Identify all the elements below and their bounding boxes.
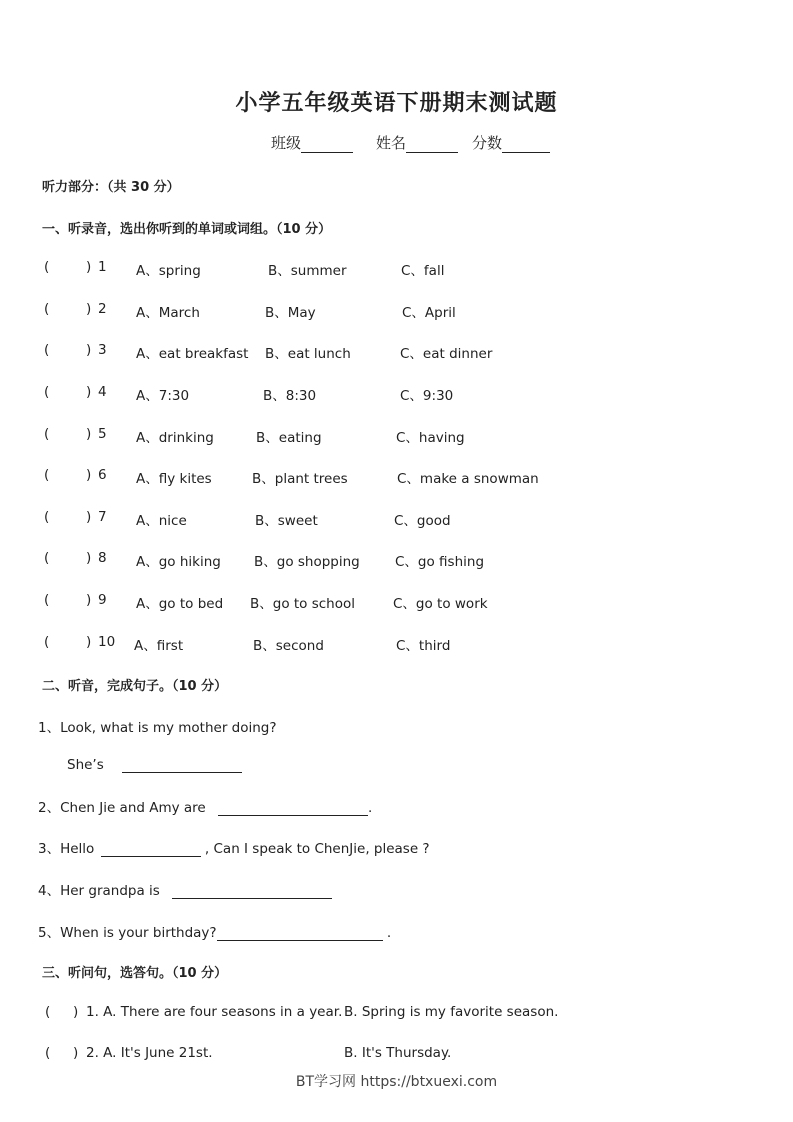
option-c: C、April [402,305,456,321]
answer-blank [217,926,383,941]
option-b: B、sweet [255,513,318,529]
list-item [0,550,793,568]
option-b: B、plant trees [252,471,348,487]
close-paren: ) [86,509,92,525]
close-paren: ) [73,1045,79,1061]
question-1-answer [67,757,242,773]
footer-watermark: BT学习网 https://btxuexi.com [295,1074,498,1090]
question-text: 5、When is your birthday? [38,925,217,941]
open-paren: ( [44,301,50,317]
list-item [0,259,793,277]
list-item [0,634,793,652]
option-a: A、fly kites [136,471,212,487]
list-item [0,384,793,402]
open-paren: ( [44,550,50,566]
item-number: 8 [98,550,107,566]
list-item [0,509,793,527]
option-c: C、fall [401,263,445,279]
option-a: A、spring [136,263,201,279]
class-blank [301,136,353,153]
item-number: 2 [98,301,107,317]
close-paren: ) [86,342,92,358]
option-b: B、eat lunch [265,346,351,362]
answer-blank [172,884,332,899]
class-label: 班级 [271,134,302,152]
question-end: , Can I speak to ChenJie, please ? [204,841,430,857]
option-c: C、third [396,638,451,654]
option-a: 2. A. It's June 21st. [86,1045,213,1061]
close-paren: ) [86,259,92,275]
option-b: B. It's Thursday. [344,1045,452,1061]
question-5 [38,921,391,941]
close-paren: ) [86,550,92,566]
open-paren: ( [44,426,50,442]
question-4 [38,879,332,899]
option-a: 1. A. There are four seasons in a year. [86,1004,343,1020]
item-number: 10 [98,634,116,650]
option-c: C、eat dinner [400,346,493,362]
close-paren: ) [73,1004,79,1020]
option-a: A、eat breakfast [136,346,249,362]
close-paren: ) [86,301,92,317]
item-number: 3 [98,342,107,358]
close-paren: ) [86,384,92,400]
option-a: A、nice [136,513,187,529]
question-end: . [386,925,392,941]
open-paren: ( [44,259,50,275]
open-paren: ( [44,467,50,483]
page-title: 小学五年级英语下册期末测试题 [235,91,558,116]
option-b: B、go shopping [254,554,360,570]
score-field [472,132,550,153]
open-paren: ( [44,342,50,358]
question-3 [38,837,430,857]
option-c: C、9:30 [400,388,454,404]
option-b: B. Spring is my favorite season. [344,1004,559,1020]
item-number: 5 [98,426,107,442]
option-a: A、7:30 [136,388,190,404]
question-text: 3、Hello [38,841,95,857]
section2-header: 二、听音，完成句子。（10 分） [42,679,228,694]
answer-blank [218,801,368,816]
open-paren: ( [45,1045,51,1061]
section1-header: 一、听录音，选出你听到的单词或词组。（10 分） [42,222,332,237]
list-item [0,1045,793,1063]
option-b: B、8:30 [263,388,317,404]
class-field [271,132,353,153]
option-b: B、second [253,638,324,654]
open-paren: ( [44,592,50,608]
list-item [0,467,793,485]
name-blank [406,136,458,153]
option-c: C、go to work [393,596,488,612]
name-field [376,132,458,153]
open-paren: ( [44,384,50,400]
option-b: B、eating [256,430,322,446]
option-c: C、having [396,430,465,446]
list-item [0,301,793,319]
option-a: A、go to bed [136,596,224,612]
question-text: 2、Chen Jie and Amy are [38,800,206,816]
option-a: A、March [136,305,200,321]
score-blank [502,136,550,153]
name-label: 姓名 [376,134,407,152]
item-number: 6 [98,467,107,483]
open-paren: ( [44,634,50,650]
listening-header: 听力部分：（共 30 分） [42,180,180,195]
close-paren: ) [86,634,92,650]
question-1: 1、Look, what is my mother doing? [38,720,277,736]
question-end: . [368,800,373,816]
open-paren: ( [44,509,50,525]
item-number: 1 [98,259,107,275]
answer-blank [101,842,201,857]
answer-prefix: She’s [67,757,104,773]
list-item [0,1004,793,1022]
option-c: C、make a snowman [397,471,539,487]
option-c: C、good [394,513,451,529]
item-number: 9 [98,592,107,608]
close-paren: ) [86,592,92,608]
section3-header: 三、听问句，选答句。（10 分） [42,966,228,981]
answer-blank [122,758,242,773]
list-item [0,342,793,360]
list-item [0,426,793,444]
open-paren: ( [45,1004,51,1020]
question-2 [38,796,372,816]
option-a: A、first [134,638,184,654]
question-text: 4、Her grandpa is [38,883,160,899]
option-a: A、go hiking [136,554,221,570]
list-item [0,592,793,610]
option-b: B、go to school [250,596,356,612]
close-paren: ) [86,467,92,483]
item-number: 7 [98,509,107,525]
close-paren: ) [86,426,92,442]
option-c: C、go fishing [395,554,485,570]
option-a: A、drinking [136,430,214,446]
score-label: 分数 [472,134,503,152]
option-b: B、May [265,305,316,321]
item-number: 4 [98,384,107,400]
option-b: B、summer [268,263,347,279]
